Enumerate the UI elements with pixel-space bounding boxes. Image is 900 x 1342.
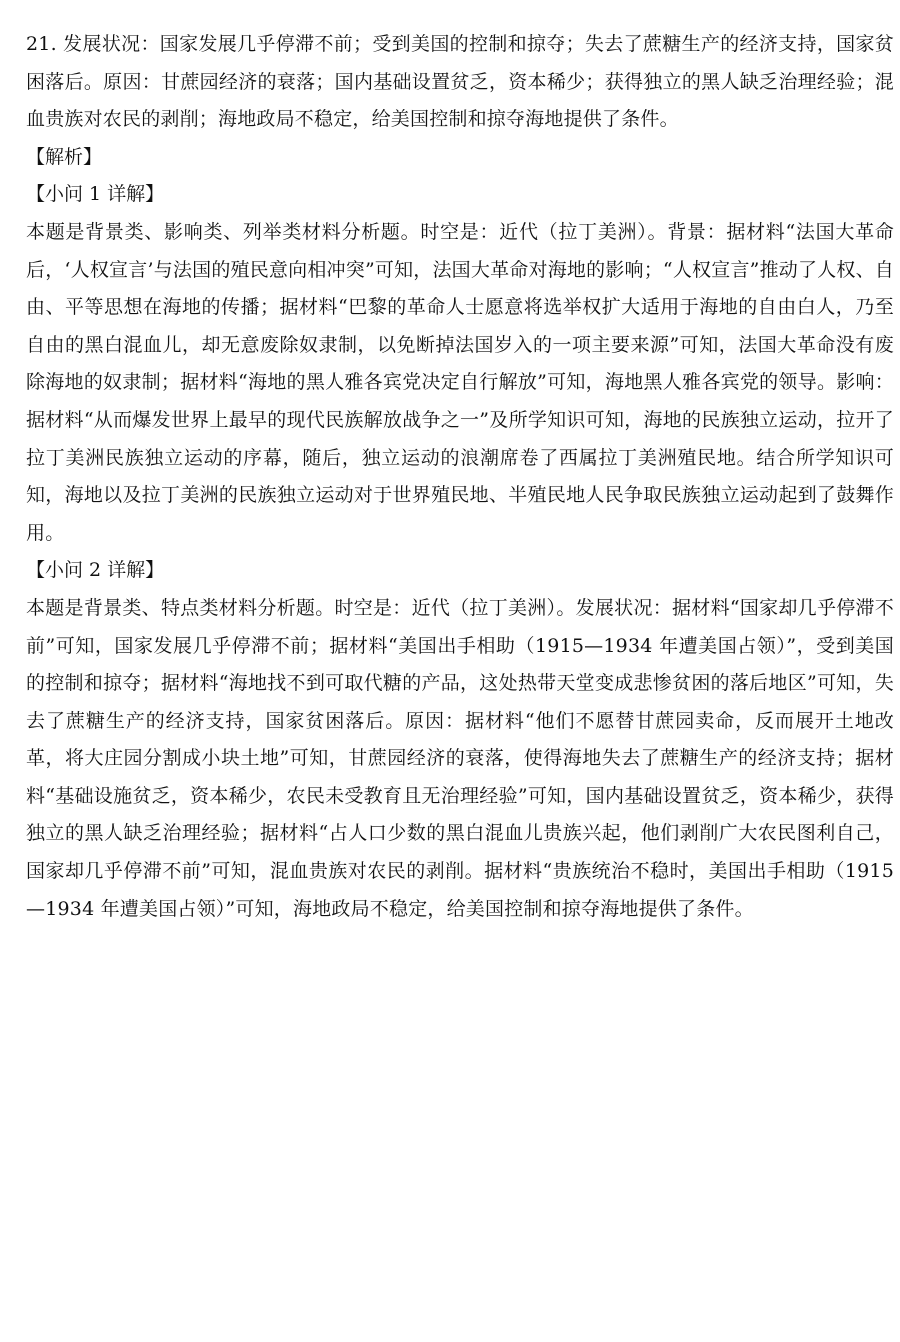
question-2-heading: 【小问 2 详解】 [26,559,165,582]
document-page [26,26,894,928]
question-2-explanation: 本题是背景类、特点类材料分析题。时空是：近代（拉丁美洲）。发展状况：据材料“国家却几乎停滞不前”可知，国家发展几乎停滞不前；据材料“美国出手相助（1915—1934 年遭美国占领）”，受到美国的控制和掠夺；据材料“海地找不到可取代糖的产品，这处热带天堂变成悲惨贫困的落后地区”可知，失去了蔗糖生产的经济支持，国家贫困落后。原因：据材料“他们不愿替甘蔗园卖命，反而展开土地改革，将大庄园分割成小块土地”可知，甘蔗园经济的衰落，使得海地失去了蔗糖生产的经济支持；据材料“基础设施贫乏，资本稀少，农民未受教育且无治理经验”可知，国内基础设置贫乏，资本稀少，获得独立的黑人缺乏治理经验；据材料“占人口少数的黑白混血儿贵族兴起，他们剥削广大农民图利自己，国家却几乎停滞不前”可知，混血贵族对农民的剥削。据材料“贵族统治不稳时，美国出手相助（1915—1934 年遭美国占领）”可知，海地政局不稳定，给美国控制和掠夺海地提供了条件。 [26,596,894,920]
question-1-explanation: 本题是背景类、影响类、列举类材料分析题。时空是：近代（拉丁美洲）。背景：据材料“法国大革命后，‘人权宣言’与法国的殖民意向相冲突”可知，法国大革命对海地的影响；“人权宣言”推动了人权、自由、平等思想在海地的传播；据材料“巴黎的革命人士愿意将选举权扩大适用于海地的自由白人，乃至自由的黑白混血儿，却无意废除奴隶制，以免断掉法国岁入的一项主要来源”可知，法国大革命没有废除海地的奴隶制；据材料“海地的黑人雅各宾党决定自行解放”可知，海地黑人雅各宾党的领导。影响：据材料“从而爆发世界上最早的现代民族解放战争之一”及所学知识可知，海地的民族独立运动，拉开了拉丁美洲民族独立运动的序幕，随后，独立运动的浪潮席卷了西属拉丁美洲殖民地。结合所学知识可知，海地以及拉丁美洲的民族独立运动对于世界殖民地、半殖民地人民争取民族独立运动起到了鼓舞作用。 [26,220,894,544]
analysis-heading: 【解析】 [26,145,103,168]
answer-paragraph: 21. 发展状况：国家发展几乎停滞不前；受到美国的控制和掠夺；失去了蔗糖生产的经济支持，国家贫困落后。原因：甘蔗园经济的衰落；国内基础设置贫乏，资本稀少；获得独立的黑人缺乏治理经验；混血贵族对农民的剥削；海地政局不稳定，给美国控制和掠夺海地提供了条件。 [26,33,894,131]
question-1-heading: 【小问 1 详解】 [26,183,165,206]
